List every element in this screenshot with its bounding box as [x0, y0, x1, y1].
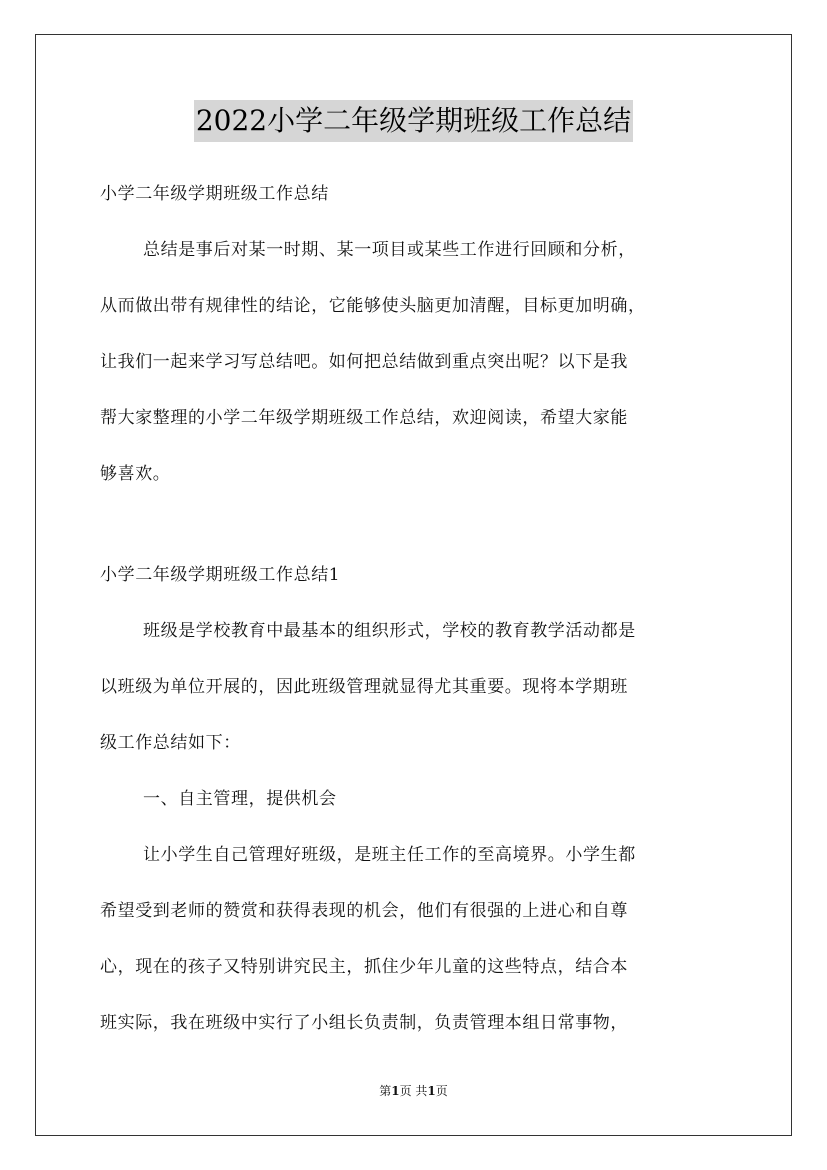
text-line: 级工作总结如下：: [100, 733, 241, 753]
text-line: 让小学生自己管理好班级，是班主任工作的至高境界。小学生都: [143, 845, 636, 865]
page-footer: [0, 1083, 827, 1099]
document-title: 2022小学二年级学期班级工作总结: [194, 100, 633, 142]
text-line: 帮大家整理的小学二年级学期班级工作总结，欢迎阅读，希望大家能: [100, 408, 628, 428]
text-line: 希望受到老师的赞赏和获得表现的机会，他们有很强的上进心和自尊: [100, 901, 628, 921]
text-line: 小学二年级学期班级工作总结: [100, 184, 329, 204]
text-line: 从而做出带有规律性的结论，它能够使头脑更加清醒，目标更加明确，: [100, 296, 646, 316]
title-wrap: [0, 100, 827, 142]
text-line: 让我们一起来学习写总结吧。如何把总结做到重点突出呢？以下是我: [100, 352, 628, 372]
section-heading: 小学二年级学期班级工作总结1: [100, 565, 341, 585]
text-line: 心，现在的孩子又特别讲究民主，抓住少年儿童的这些特点，结合本: [100, 957, 628, 977]
text-line: 够喜欢。: [100, 464, 171, 484]
text-line: 班实际，我在班级中实行了小组长负责制，负责管理本组日常事物，: [100, 1013, 628, 1033]
footer-page-current: 1: [391, 1084, 400, 1098]
text-line: 班级是学校教育中最基本的组织形式，学校的教育教学活动都是: [143, 621, 636, 641]
footer-page-total: 1: [427, 1084, 436, 1098]
footer-prefix: 第: [379, 1084, 392, 1098]
footer-suffix: 页: [435, 1084, 448, 1098]
subsection-heading: 一、自主管理，提供机会: [143, 789, 337, 809]
text-line: 总结是事后对某一时期、某一项目或某些工作进行回顾和分析，: [143, 240, 636, 260]
text-line: 以班级为单位开展的，因此班级管理就显得尤其重要。现将本学期班: [100, 677, 628, 697]
footer-mid: 页 共: [399, 1084, 428, 1098]
